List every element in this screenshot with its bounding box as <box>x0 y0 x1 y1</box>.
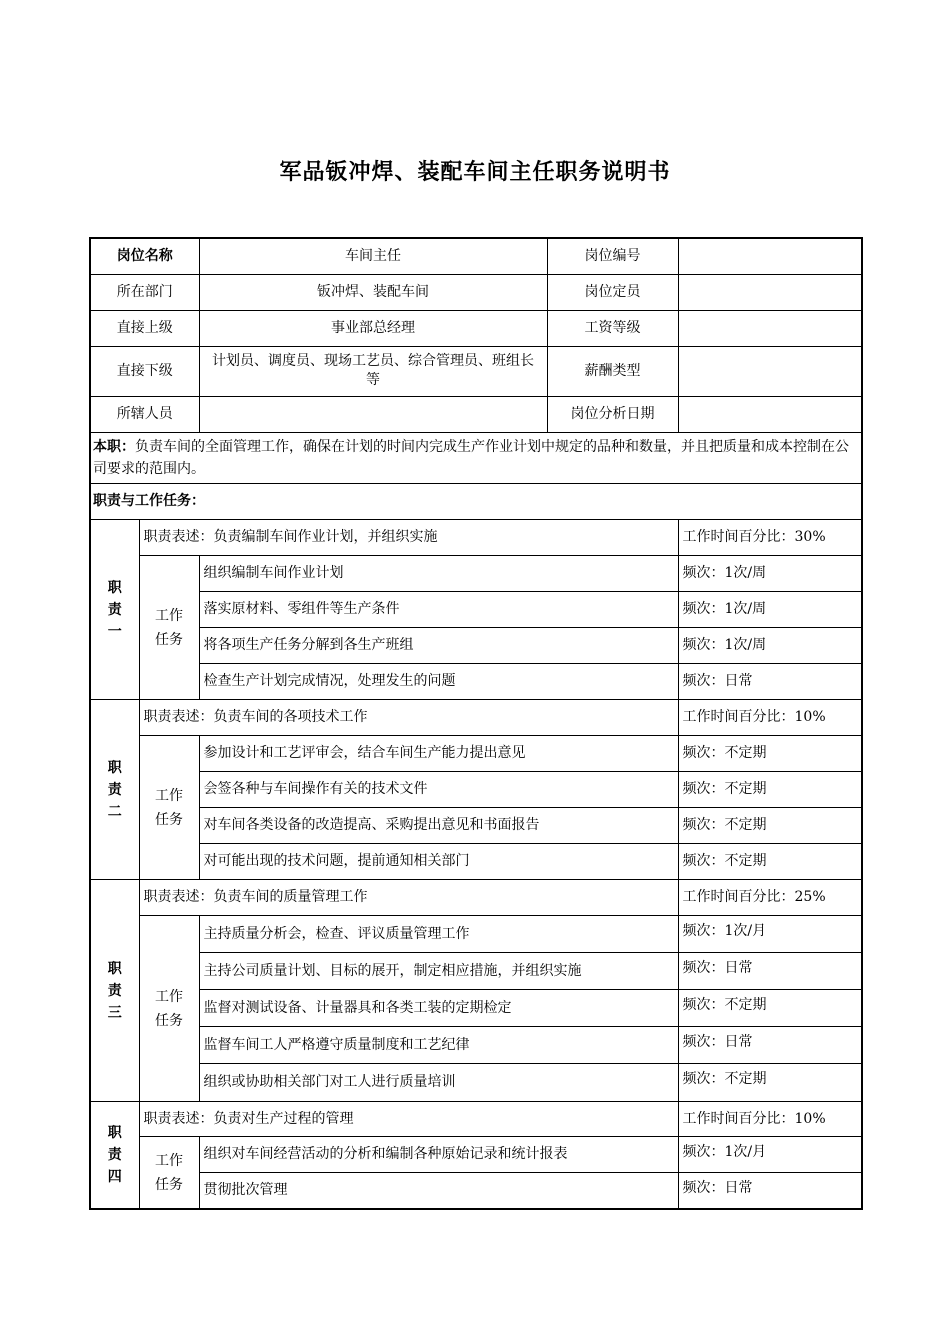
subordinate-value: 计划员、调度员、现场工艺员、综合管理员、班组长等 <box>199 346 547 396</box>
duty-4-task-1: 组织对车间经营活动的分析和编制各种原始记录和统计报表 <box>199 1137 678 1173</box>
table-row <box>90 772 862 808</box>
duty-2-statement: 职责表述：负责车间的各项技术工作 <box>139 700 678 736</box>
task-label-text: 工作任务 <box>155 607 183 648</box>
duty-1-label <box>90 520 139 700</box>
duty-2-label-text: 职责二 <box>107 759 122 820</box>
duty-4-task-2-freq: 频次：日常 <box>678 1173 862 1209</box>
staff-label: 所辖人员 <box>90 396 199 432</box>
duty-2-task-1: 参加设计和工艺评审会，结合车间生产能力提出意见 <box>199 736 678 772</box>
table-row <box>90 736 862 772</box>
table-row <box>90 808 862 844</box>
staffing-label: 岗位定员 <box>547 274 678 310</box>
duty-3-statement-row <box>90 880 862 916</box>
duty-1-task-2-freq: 频次：1次/周 <box>678 592 862 628</box>
duty-1-task-3-freq: 频次：1次/周 <box>678 628 862 664</box>
row-duties-heading <box>90 484 862 520</box>
analysis-date-label: 岗位分析日期 <box>547 396 678 432</box>
duty-4-task-label <box>139 1137 199 1209</box>
table-row <box>90 990 862 1027</box>
table-row <box>90 1064 862 1102</box>
duty-2-task-1-freq: 频次：不定期 <box>678 736 862 772</box>
table-row <box>90 592 862 628</box>
duty-3-task-1: 主持质量分析会，检查、评议质量管理工作 <box>199 916 678 953</box>
duty-2-task-3: 对车间各类设备的改造提高、采购提出意见和书面报告 <box>199 808 678 844</box>
position-name-value: 车间主任 <box>199 238 547 274</box>
position-name-label: 岗位名称 <box>90 238 199 274</box>
department-label: 所在部门 <box>90 274 199 310</box>
duty-1-statement: 职责表述：负责编制车间作业计划，并组织实施 <box>139 520 678 556</box>
duty-4-label <box>90 1102 139 1209</box>
job-description-table <box>89 237 863 1210</box>
row-position-name <box>90 238 862 274</box>
duty-3-task-5-freq: 频次：不定期 <box>678 1064 862 1102</box>
duty-1-task-1-freq: 频次：1次/周 <box>678 556 862 592</box>
duty-2-task-4-freq: 频次：不定期 <box>678 844 862 880</box>
duty-summary-label: 本职： <box>93 438 135 455</box>
duty-3-label-text: 职责三 <box>107 960 122 1021</box>
duty-3-task-label <box>139 916 199 1102</box>
duty-summary <box>90 432 862 484</box>
duty-4-time-pct: 工作时间百分比：10% <box>678 1102 862 1137</box>
table-row <box>90 844 862 880</box>
duty-1-task-4: 检查生产计划完成情况，处理发生的问题 <box>199 664 678 700</box>
duty-1-task-label <box>139 556 199 700</box>
table-row <box>90 953 862 990</box>
task-label-text: 工作任务 <box>155 787 183 828</box>
duty-3-task-4: 监督车间工人严格遵守质量制度和工艺纪律 <box>199 1027 678 1064</box>
duty-4-task-2: 贯彻批次管理 <box>199 1173 678 1209</box>
duty-2-task-3-freq: 频次：不定期 <box>678 808 862 844</box>
pay-type-label: 薪酬类型 <box>547 346 678 396</box>
salary-grade-label: 工资等级 <box>547 310 678 346</box>
duty-1-task-4-freq: 频次：日常 <box>678 664 862 700</box>
document-title: 军品钣冲焊、装配车间主任职务说明书 <box>279 160 671 185</box>
duty-1-time-pct: 工作时间百分比：30% <box>678 520 862 556</box>
duty-2-task-4: 对可能出现的技术问题，提前通知相关部门 <box>199 844 678 880</box>
table-row <box>90 1027 862 1064</box>
table-row <box>90 916 862 953</box>
duty-3-task-1-freq: 频次：1次/月 <box>678 916 862 953</box>
table-row <box>90 1137 862 1173</box>
duty-1-label-text: 职责一 <box>107 579 122 640</box>
duty-1-task-1: 组织编制车间作业计划 <box>199 556 678 592</box>
duty-3-task-2-freq: 频次：日常 <box>678 953 862 990</box>
position-code-value <box>678 238 862 274</box>
duty-3-time-pct: 工作时间百分比：25% <box>678 880 862 916</box>
duty-3-statement: 职责表述：负责车间的质量管理工作 <box>139 880 678 916</box>
superior-label: 直接上级 <box>90 310 199 346</box>
duty-2-time-pct: 工作时间百分比：10% <box>678 700 862 736</box>
task-label-text: 工作任务 <box>155 1152 183 1193</box>
row-staff <box>90 396 862 432</box>
duty-2-label <box>90 700 139 880</box>
duty-3-task-5: 组织或协助相关部门对工人进行质量培训 <box>199 1064 678 1102</box>
table-row <box>90 628 862 664</box>
duty-3-label <box>90 880 139 1102</box>
duty-2-task-2-freq: 频次：不定期 <box>678 772 862 808</box>
duty-3-task-3-freq: 频次：不定期 <box>678 990 862 1027</box>
duty-4-label-text: 职责四 <box>107 1125 122 1186</box>
position-code-label: 岗位编号 <box>547 238 678 274</box>
table-row <box>90 664 862 700</box>
duty-4-statement: 职责表述：负责对生产过程的管理 <box>139 1102 678 1137</box>
duty-2-task-2: 会签各种与车间操作有关的技术文件 <box>199 772 678 808</box>
superior-value: 事业部总经理 <box>199 310 547 346</box>
task-label-text: 工作任务 <box>155 988 183 1029</box>
pay-type-value <box>678 346 862 396</box>
duty-3-task-3: 监督对测试设备、计量器具和各类工装的定期检定 <box>199 990 678 1027</box>
staff-value <box>199 396 547 432</box>
duty-1-statement-row <box>90 520 862 556</box>
staffing-value <box>678 274 862 310</box>
row-department <box>90 274 862 310</box>
row-superior <box>90 310 862 346</box>
row-subordinate <box>90 346 862 396</box>
duty-2-statement-row <box>90 700 862 736</box>
duty-2-task-label <box>139 736 199 880</box>
table-row <box>90 1173 862 1209</box>
subordinate-label: 直接下级 <box>90 346 199 396</box>
duty-4-statement-row <box>90 1102 862 1137</box>
duty-1-task-3: 将各项生产任务分解到各生产班组 <box>199 628 678 664</box>
duty-4-task-1-freq: 频次：1次/月 <box>678 1137 862 1173</box>
table-row <box>90 556 862 592</box>
duty-3-task-4-freq: 频次：日常 <box>678 1027 862 1064</box>
duty-1-task-2: 落实原材料、零组件等生产条件 <box>199 592 678 628</box>
duty-3-task-2: 主持公司质量计划、目标的展开，制定相应措施，并组织实施 <box>199 953 678 990</box>
analysis-date-value <box>678 396 862 432</box>
row-duty-summary <box>90 432 862 484</box>
department-value: 钣冲焊、装配车间 <box>199 274 547 310</box>
duties-heading: 职责与工作任务： <box>90 484 862 520</box>
duty-summary-text: 负责车间的全面管理工作，确保在计划的时间内完成生产作业计划中规定的品种和数量，并且把质量和成本控制在公司要求的范围内。 <box>93 438 849 477</box>
salary-grade-value <box>678 310 862 346</box>
